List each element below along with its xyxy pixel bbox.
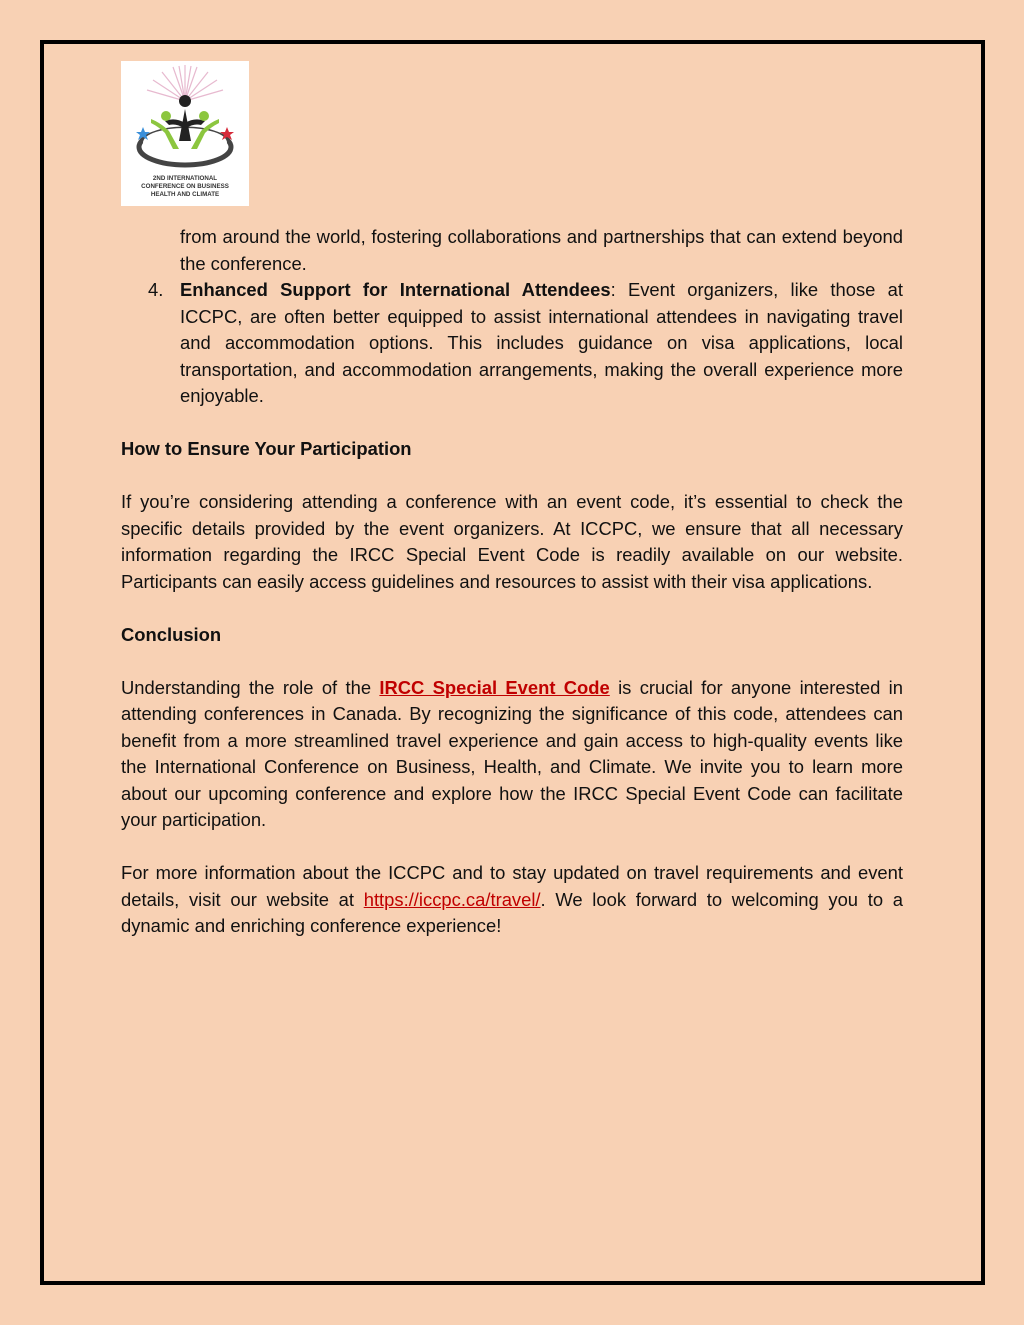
more-info-text-before-link: For more information about the ICCPC and to stay updated on travel requirements and event details, visit our website at xyxy=(121,862,903,910)
logo-right-figure-head xyxy=(199,111,209,121)
logo-text-line-3: HEALTH AND CLIMATE xyxy=(150,191,220,198)
list-item-title: Enhanced Support for International Attendees xyxy=(180,279,611,300)
logo-left-figure-head xyxy=(161,111,171,121)
logo-center-figure-head xyxy=(179,95,191,107)
logo-text-line-1: 2ND INTERNATIONAL xyxy=(152,175,218,182)
conclusion-text-after-link: is crucial for anyone interested in attending conferences in Canada. By recognizing the significance of this code, attendees can benefit from a more streamlined travel experience and gain access to high-quality events like the International Conference on Business, Health, and Climate. We invite you to learn more about our upcoming conference and explore how the IRCC Special Event Code can facilitate your participation. xyxy=(121,676,903,830)
conclusion-paragraph xyxy=(121,675,903,834)
list-number: 4. xyxy=(148,279,164,300)
list-item-text: : Event organizers, like those at ICCPC, are often better equipped to assist international attendees in navigating travel and accommodation options. This includes guidance on visa applications, local transportation, and accommodation arrangements, making the overall experience more enjoyable. xyxy=(180,279,903,406)
list-item-4 xyxy=(121,277,903,410)
participation-paragraph: If you’re considering attending a conference with an event code, it’s essential to check the specific details provided by the event organizers. At ICCPC, we ensure that all necessary information regarding the IRCC Special Event Code is readily available on our website. Participants can easily access guidelines and resources to assist with their visa applications. xyxy=(121,491,903,592)
conference-logo xyxy=(121,61,249,206)
document-body xyxy=(121,224,903,940)
iccpc-travel-link[interactable]: https://iccpc.ca/travel/ xyxy=(363,888,541,910)
list-item-3-continuation: from around the world, fostering collaborations and partnerships that can extend beyond the conference. xyxy=(180,226,903,274)
more-info-paragraph xyxy=(121,860,903,940)
logo-graphic xyxy=(121,61,249,206)
conclusion-text-before-link: Understanding the role of the xyxy=(121,676,380,698)
ircc-special-event-code-link[interactable]: IRCC Special Event Code xyxy=(379,676,610,698)
section-heading-conclusion: Conclusion xyxy=(121,623,222,645)
section-heading-participation: How to Ensure Your Participation xyxy=(121,438,412,459)
logo-text-line-2: CONFERENCE ON BUSINESS xyxy=(141,183,229,190)
more-info-text-after-link: . We look forward to welcoming you to a dynamic and enriching conference experience! xyxy=(121,888,904,936)
